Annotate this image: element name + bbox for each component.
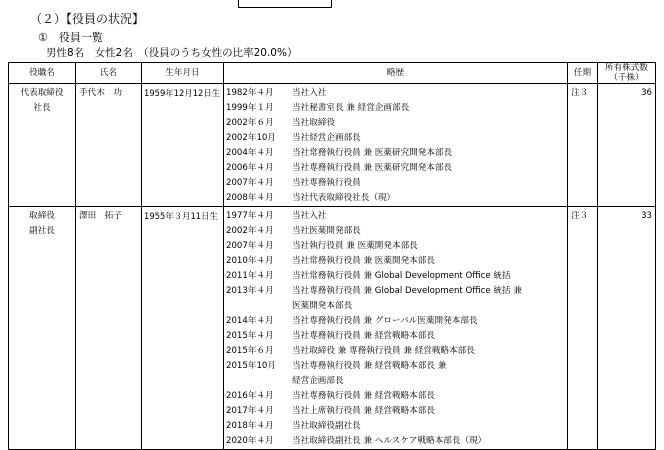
history-entry [226, 224, 567, 239]
top-frame [238, 0, 332, 8]
header-name: 氏名 [76, 63, 142, 84]
history-entry [226, 419, 567, 434]
officer-term: 注３ [568, 207, 598, 450]
history-date: 2002年10月 [226, 133, 276, 143]
history-text: 当社専務執行役員 兼 グローバル医薬開発本部長 [292, 316, 478, 326]
officer-title-line: 社長 [33, 103, 51, 113]
history-entry [226, 359, 567, 374]
history-date: 2017年４月 [226, 406, 274, 416]
history-text: 当社専務執行役員 [292, 178, 361, 188]
history-date [226, 374, 292, 389]
history-entry [226, 101, 567, 116]
officer-title-line: 代表取締役 [20, 88, 64, 98]
officer-shares: 33 [598, 207, 656, 450]
history-text: 当社入社 [292, 211, 327, 221]
history-date: 1999年１月 [226, 103, 274, 113]
officer-shares: 36 [598, 84, 656, 207]
officer-history [224, 84, 568, 207]
history-date: 2006年４月 [226, 163, 274, 173]
officer-history [224, 207, 568, 450]
history-date: 2004年４月 [226, 148, 274, 158]
history-date: 2007年４月 [226, 241, 274, 251]
table-header-row [9, 63, 656, 84]
history-entry [226, 389, 567, 404]
officer-title-line: 副社長 [29, 226, 55, 236]
header-history: 略歴 [224, 63, 568, 84]
history-text: 当社代表取締役社長（現） [292, 193, 396, 203]
officer-title-line: 取締役 [29, 211, 55, 221]
header-title: 役職名 [9, 63, 76, 84]
history-text: 当社入社 [292, 88, 327, 98]
history-text: 当社常務執行役員 兼 医薬研究開発本部長 [292, 148, 453, 158]
history-date: 2002年４月 [226, 226, 274, 236]
history-text: 当社取締役 兼 専務執行役員 兼 経営戦略本部長 [292, 346, 475, 356]
header-dob: 生年月日 [142, 63, 224, 84]
history-entry [226, 86, 567, 101]
table-row [9, 84, 656, 207]
history-text: 当社取締役 [292, 118, 335, 128]
history-date: 2008年４月 [226, 193, 274, 203]
history-text: 当社執行役員 兼 医薬開発本部長 [292, 241, 418, 251]
history-text: 経営企画部長 [292, 376, 344, 386]
history-date [226, 299, 292, 314]
history-entry [226, 299, 567, 314]
history-entry [226, 284, 567, 299]
history-text: 当社常務執行役員 兼 Global Development Office 統括 [292, 271, 511, 281]
history-entry [226, 176, 567, 191]
history-entry [226, 314, 567, 329]
history-text: 当社上席執行役員 兼 経営戦略本部長 [292, 406, 435, 416]
history-date: 2014年４月 [226, 316, 274, 326]
history-entry [226, 269, 567, 284]
history-date: 2018年４月 [226, 421, 274, 431]
officer-title [9, 207, 76, 450]
history-entry [226, 329, 567, 344]
history-date: 2020年４月 [226, 436, 274, 446]
header-term: 任期 [568, 63, 598, 84]
history-date: 2002年６月 [226, 118, 274, 128]
history-date: 1977年４月 [226, 211, 274, 221]
history-entry [226, 254, 567, 269]
history-text: 当社専務執行役員 兼 Global Development Office 統括 兼 [292, 286, 522, 296]
history-entry [226, 374, 567, 389]
history-date: 2015年６月 [226, 346, 274, 356]
officer-dob: 1955年３月11日生 [142, 207, 224, 450]
history-text: 当社専務執行役員 兼 医薬研究開発本部長 [292, 163, 453, 173]
history-entry [226, 116, 567, 131]
history-date: 2007年４月 [226, 178, 274, 188]
officer-title [9, 84, 76, 207]
history-text: 当社秘書室長 兼 経営企画部長 [292, 103, 410, 113]
history-text: 当社経営企画部長 [292, 133, 361, 143]
header-shares [598, 63, 656, 84]
officer-term: 注３ [568, 84, 598, 207]
history-date: 2010年４月 [226, 256, 274, 266]
history-entry [226, 209, 567, 224]
history-entry [226, 161, 567, 176]
history-date: 2013年４月 [226, 286, 274, 296]
history-entry [226, 131, 567, 146]
history-text: 当社常務執行役員 兼 医薬開発本部長 [292, 256, 435, 266]
history-entry [226, 344, 567, 359]
history-text: 当社取締役副社長 [292, 421, 361, 431]
history-entry [226, 404, 567, 419]
history-text: 当社専務執行役員 兼 経営戦略本部長 兼 [292, 361, 447, 371]
history-text: 当社専務執行役員 兼 経営戦略本部長 [292, 391, 435, 401]
section-heading: （２）【役員の状況】 [30, 12, 145, 26]
header-shares-unit: （千株） [609, 73, 644, 83]
history-date: 2011年４月 [226, 271, 274, 281]
header-shares-label: 所有株式数 [605, 63, 648, 73]
history-text: 当社取締役副社長 兼 ヘルスケア戦略本部長（現） [292, 436, 487, 446]
history-entry [226, 434, 567, 449]
gender-summary: 男性8名 女性2名 （役員のうち女性の比率20.0%） [46, 47, 298, 59]
officer-table [8, 62, 656, 450]
history-date: 2016年４月 [226, 391, 274, 401]
subheading: ① 役員一覧 [38, 31, 103, 44]
officer-name: 手代木 功 [76, 84, 142, 207]
history-date: 2015年10月 [226, 361, 276, 371]
table-row [9, 207, 656, 450]
officer-name: 澤田 拓子 [76, 207, 142, 450]
history-entry [226, 239, 567, 254]
history-entry [226, 191, 567, 206]
history-entry [226, 146, 567, 161]
history-text: 当社医薬開発部長 [292, 226, 361, 236]
officer-dob: 1959年12月12日生 [142, 84, 224, 207]
history-date: 2015年４月 [226, 331, 274, 341]
history-date: 1982年４月 [226, 88, 274, 98]
history-text: 当社専務執行役員 兼 経営戦略本部長 [292, 331, 435, 341]
history-text: 医薬開発本部長 [292, 301, 353, 311]
